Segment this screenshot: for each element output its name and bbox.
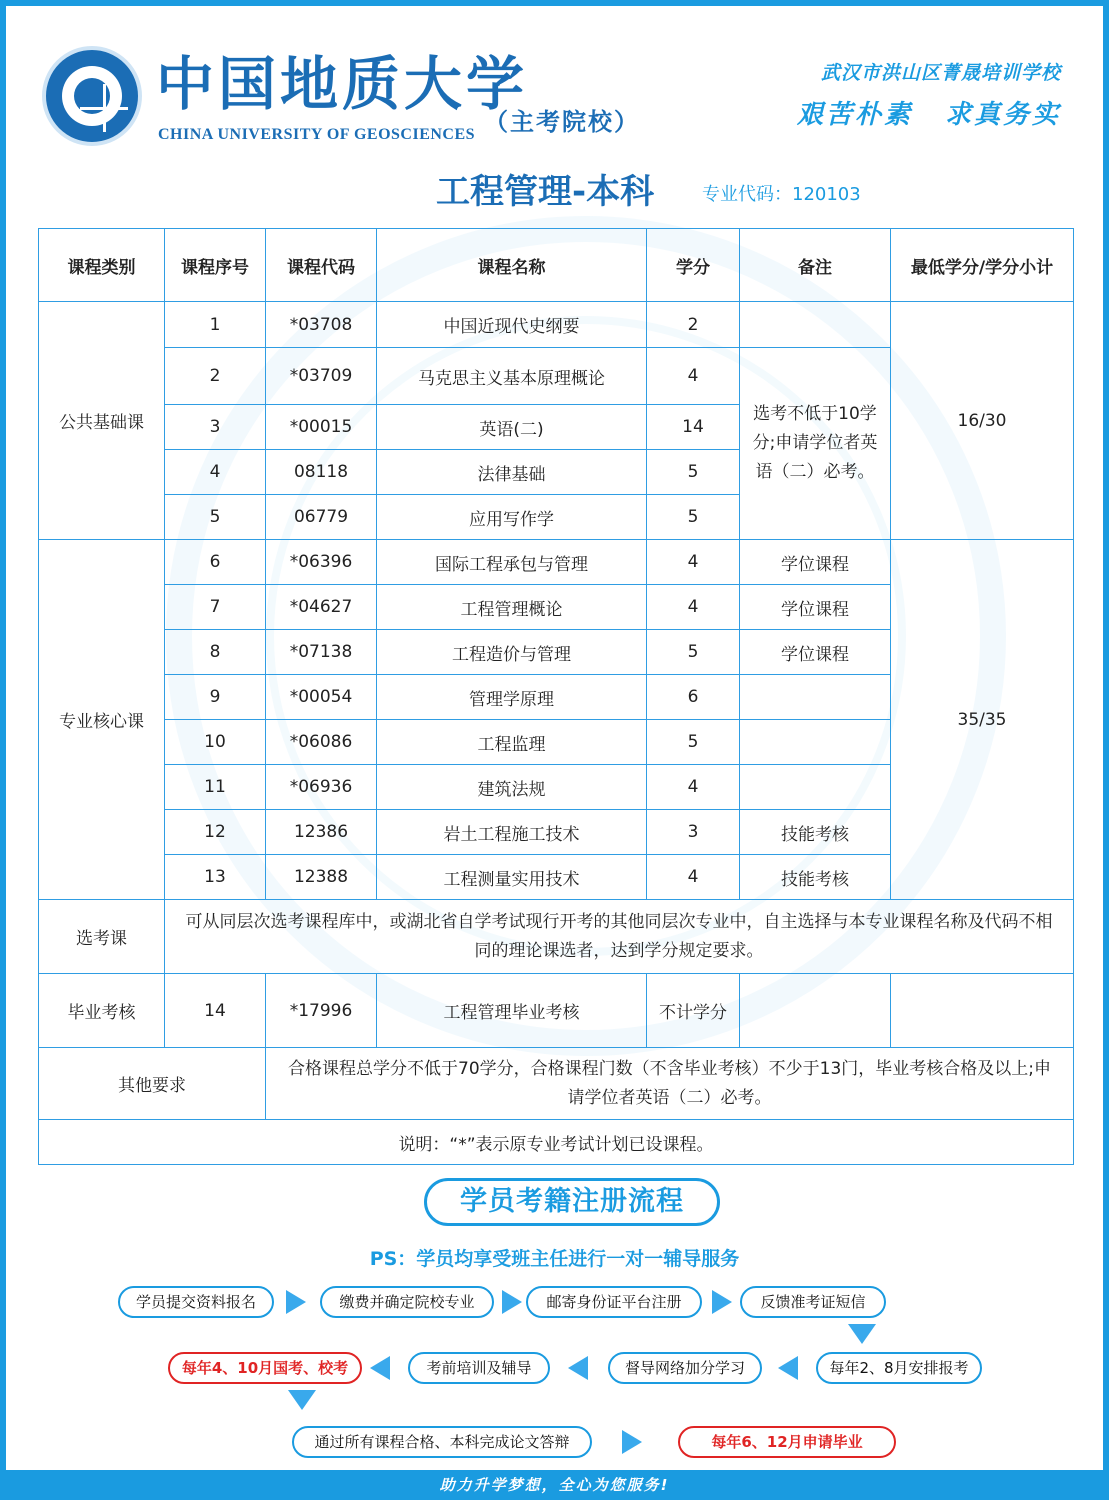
arrow-down-icon (848, 1324, 876, 1344)
cell-note: 学位课程 (740, 540, 891, 585)
group-core: 专业核心课 (39, 540, 165, 900)
cell-code: 08118 (266, 450, 377, 495)
header-code: 课程代码 (266, 229, 377, 302)
cell-no: 3 (165, 405, 266, 450)
other-row (39, 1048, 1074, 1120)
cell-name: 管理学原理 (377, 675, 647, 720)
logo-ring (62, 66, 122, 126)
cell-credit: 不计学分 (647, 974, 740, 1048)
cell-credit: 5 (647, 720, 740, 765)
elective-row (39, 900, 1074, 974)
logo-core (74, 78, 110, 114)
arrow-right-icon (286, 1290, 306, 1314)
cell-no: 1 (165, 302, 266, 348)
header-category: 课程类别 (39, 229, 165, 302)
cell-code: *00054 (266, 675, 377, 720)
explanation-text: 说明：“*”表示原专业考试计划已设课程。 (39, 1120, 1074, 1165)
cell-name: 应用写作学 (377, 495, 647, 540)
cell-credit: 4 (647, 540, 740, 585)
cell-credit: 4 (647, 765, 740, 810)
major-title: 工程管理-本科 (436, 172, 655, 212)
group-other: 其他要求 (39, 1048, 266, 1120)
major-code-label: 专业代码： (702, 184, 792, 205)
cell-note: 学位课程 (740, 630, 891, 675)
arrow-right-icon (502, 1290, 522, 1314)
step-mail-id: 邮寄身份证平台注册 (526, 1286, 702, 1318)
cell-note (740, 765, 891, 810)
cell-name: 工程测量实用技术 (377, 855, 647, 900)
cell-no: 4 (165, 450, 266, 495)
cell-no: 13 (165, 855, 266, 900)
cell-credit: 3 (647, 810, 740, 855)
graduation-row (39, 974, 1074, 1048)
cell-no: 2 (165, 348, 266, 405)
cell-no: 14 (165, 974, 266, 1048)
group-public: 公共基础课 (39, 302, 165, 540)
university-name-cn: 中国地质大学 (156, 50, 529, 118)
step-online-study: 督导网络加分学习 (608, 1352, 762, 1384)
cell-credit: 2 (647, 302, 740, 348)
host-label: （主考院校） (484, 108, 640, 136)
elective-text: 可从同层次选考课程库中，或湖北省自学考试现行开考的其他同层次专业中，自主选择与本专业课程名称及代码不相同的理论课选者，达到学分规定要求。 (165, 900, 1074, 974)
cell-no: 10 (165, 720, 266, 765)
step-submit-materials: 学员提交资料报名 (118, 1286, 274, 1318)
arrow-down-icon (288, 1390, 316, 1410)
cell-code: *07138 (266, 630, 377, 675)
arrow-right-icon (622, 1430, 642, 1454)
cell-note (740, 974, 891, 1048)
arrow-left-icon (370, 1356, 390, 1380)
cell-code: *06086 (266, 720, 377, 765)
logo-mark-horizontal (80, 107, 128, 110)
cell-name: 工程造价与管理 (377, 630, 647, 675)
cell-name: 建筑法规 (377, 765, 647, 810)
cell-name: 工程管理概论 (377, 585, 647, 630)
step-national-exam: 每年4、10月国考、校考 (168, 1352, 362, 1384)
cell-code: *03709 (266, 348, 377, 405)
cell-credit: 5 (647, 450, 740, 495)
header-subtotal: 最低学分/学分小计 (891, 229, 1074, 302)
header-name: 课程名称 (377, 229, 647, 302)
cell-no: 6 (165, 540, 266, 585)
step-apply-graduation: 每年6、12月申请毕业 (678, 1426, 896, 1458)
arrow-right-icon (712, 1290, 732, 1314)
major-code-value: 120103 (792, 184, 861, 205)
cell-note (740, 675, 891, 720)
university-name-en: CHINA UNIVERSITY OF GEOSCIENCES (158, 126, 476, 143)
flow-title: 学员考籍注册流程 (424, 1178, 720, 1226)
cell-credit: 4 (647, 348, 740, 405)
cell-code: 06779 (266, 495, 377, 540)
table-row (39, 540, 1074, 585)
cell-code: 12388 (266, 855, 377, 900)
step-feedback-sms: 反馈准考证短信 (740, 1286, 886, 1318)
cell-credit: 5 (647, 630, 740, 675)
group-graduation: 毕业考核 (39, 974, 165, 1048)
header-credit: 学分 (647, 229, 740, 302)
cell-credit: 5 (647, 495, 740, 540)
arrow-left-icon (778, 1356, 798, 1380)
step-register-exam: 每年2、8月安排报考 (816, 1352, 982, 1384)
cell-note: 学位课程 (740, 585, 891, 630)
cell-no: 9 (165, 675, 266, 720)
cell-name: 工程管理毕业考核 (377, 974, 647, 1048)
cell-code: *03708 (266, 302, 377, 348)
cell-note: 技能考核 (740, 855, 891, 900)
header-note: 备注 (740, 229, 891, 302)
english-note: 选考不低于10学分;申请学位者英语（二）必考。 (740, 348, 891, 540)
cell-credit: 4 (647, 585, 740, 630)
cell-name: 马克思主义基本原理概论 (377, 348, 647, 405)
cell-code: *17996 (266, 974, 377, 1048)
university-logo (42, 46, 142, 146)
header-number: 课程序号 (165, 229, 266, 302)
step-pre-exam-training: 考前培训及辅导 (408, 1352, 550, 1384)
table-row (39, 302, 1074, 348)
step-pass-courses: 通过所有课程合格、本科完成论文答辩 (292, 1426, 592, 1458)
cell-code: *06396 (266, 540, 377, 585)
cell-name: 英语(二) (377, 405, 647, 450)
cell-credit: 4 (647, 855, 740, 900)
other-text: 合格课程总学分不低于70学分，合格课程门数（不含毕业考核）不少于13门，毕业考核合格及以上;申请学位者英语（二）必考。 (266, 1048, 1074, 1120)
cell-no: 5 (165, 495, 266, 540)
table-header-row (39, 229, 1074, 302)
cell-code: *06936 (266, 765, 377, 810)
cell-name: 工程监理 (377, 720, 647, 765)
cell-name: 法律基础 (377, 450, 647, 495)
cell-no: 11 (165, 765, 266, 810)
cell-no: 7 (165, 585, 266, 630)
footer-slogan: 助力升学梦想，全心为您服务! (6, 1470, 1103, 1500)
cell-no: 12 (165, 810, 266, 855)
cell-code: *00015 (266, 405, 377, 450)
cell-code: *04627 (266, 585, 377, 630)
explanation-row (39, 1120, 1074, 1165)
core-subtotal: 35/35 (891, 540, 1074, 900)
cell-note: 技能考核 (740, 810, 891, 855)
cell-credit: 6 (647, 675, 740, 720)
course-table (38, 228, 1074, 1165)
cell-name: 岩土工程施工技术 (377, 810, 647, 855)
step-pay-confirm: 缴费并确定院校专业 (320, 1286, 494, 1318)
cell-no: 8 (165, 630, 266, 675)
group-elective: 选考课 (39, 900, 165, 974)
cell-credit: 14 (647, 405, 740, 450)
major-code (702, 180, 861, 206)
school-motto: 艰苦朴素 求真务实 (796, 100, 1061, 130)
cell-note (740, 302, 891, 348)
cell-note (740, 720, 891, 765)
arrow-left-icon (568, 1356, 588, 1380)
flow-ps-note: PS：学员均享受班主任进行一对一辅导服务 (369, 1248, 740, 1270)
cell-code: 12386 (266, 810, 377, 855)
public-subtotal: 16/30 (891, 302, 1074, 540)
cell-name: 国际工程承包与管理 (377, 540, 647, 585)
cell-name: 中国近现代史纲要 (377, 302, 647, 348)
school-name: 武汉市洪山区菁晟培训学校 (820, 62, 1061, 84)
cell-subtotal (891, 974, 1074, 1048)
